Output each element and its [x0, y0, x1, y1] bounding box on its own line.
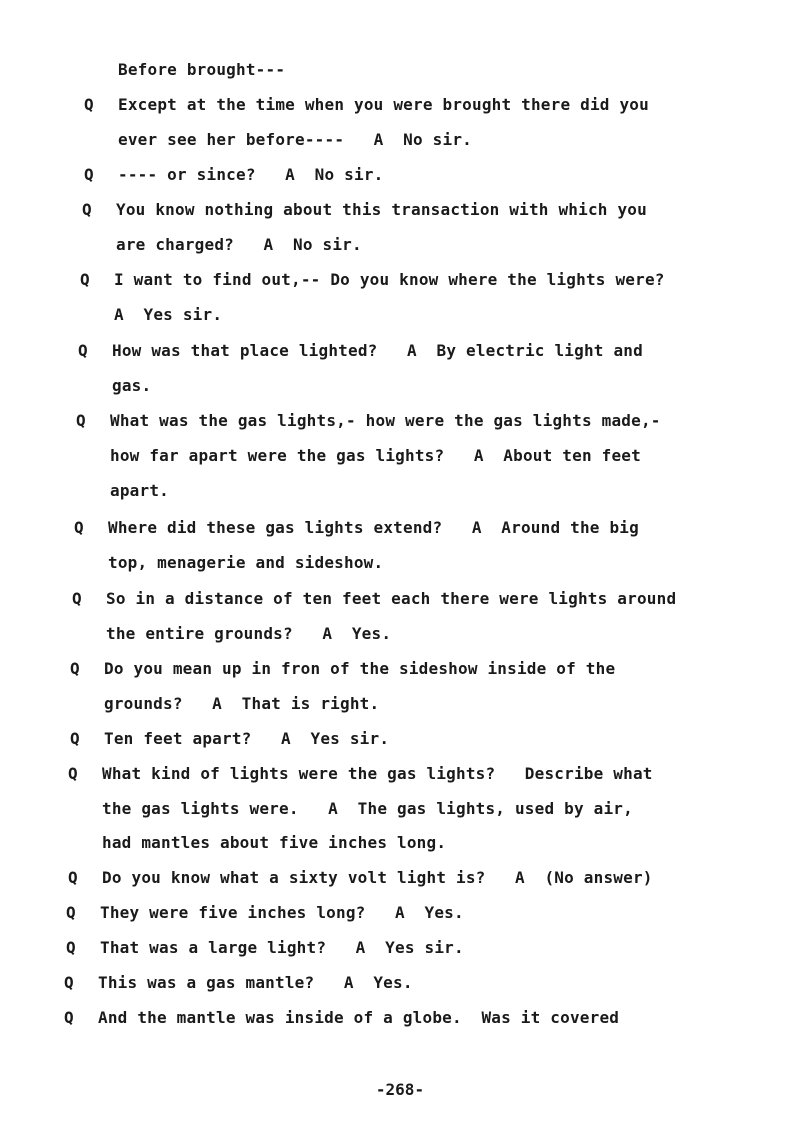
question-marker: Q [72, 589, 82, 608]
transcript-line: Before brought--- [118, 60, 286, 79]
question-marker: Q [80, 270, 90, 289]
question-marker: Q [66, 938, 76, 957]
transcript-line: A Yes sir. [114, 305, 223, 324]
question-marker: Q [64, 973, 74, 992]
question-marker: Q [70, 659, 80, 678]
transcript-line: Do you know what a sixty volt light is? A (No answer) [102, 868, 653, 887]
question-marker: Q [78, 341, 88, 360]
transcript-line: That was a large light? A Yes sir. [100, 938, 464, 957]
transcript-line: Where did these gas lights extend? A Around the big [108, 518, 639, 537]
question-marker: Q [84, 165, 94, 184]
transcript-line: apart. [110, 481, 169, 500]
question-marker: Q [70, 729, 80, 748]
transcript-line: ---- or since? A No sir. [118, 165, 384, 184]
transcript-line: What kind of lights were the gas lights? Describe what [102, 764, 653, 783]
transcript-line: This was a gas mantle? A Yes. [98, 973, 413, 992]
transcript-line: ever see her before---- A No sir. [118, 130, 472, 149]
question-marker: Q [84, 95, 94, 114]
question-marker: Q [76, 411, 86, 430]
transcript-line: How was that place lighted? A By electric light and [112, 341, 643, 360]
transcript-line: gas. [112, 376, 152, 395]
transcript-line: They were five inches long? A Yes. [100, 903, 464, 922]
transcript-line: I want to find out,-- Do you know where the lights were? [114, 270, 665, 289]
transcript-line: What was the gas lights,- how were the gas lights made,- [110, 411, 661, 430]
transcript-line: So in a distance of ten feet each there were lights around [106, 589, 677, 608]
transcript-line: Ten feet apart? A Yes sir. [104, 729, 390, 748]
transcript-line: grounds? A That is right. [104, 694, 380, 713]
transcript-line: And the mantle was inside of a globe. Was it covered [98, 1008, 620, 1027]
question-marker: Q [68, 868, 78, 887]
question-marker: Q [74, 518, 84, 537]
transcript-line: how far apart were the gas lights? A About ten feet [110, 446, 641, 465]
question-marker: Q [64, 1008, 74, 1027]
question-marker: Q [68, 764, 78, 783]
transcript-line: Except at the time when you were brought there did you [118, 95, 649, 114]
transcript-line: the entire grounds? A Yes. [106, 624, 392, 643]
transcript-line: had mantles about five inches long. [102, 833, 447, 852]
transcript-line: are charged? A No sir. [116, 235, 362, 254]
transcript-line: Do you mean up in fron of the sideshow inside of the [104, 659, 616, 678]
transcript-line: You know nothing about this transaction with which you [116, 200, 647, 219]
page-number: -268- [375, 1080, 425, 1099]
transcript-line: the gas lights were. A The gas lights, used by air, [102, 799, 633, 818]
question-marker: Q [82, 200, 92, 219]
transcript-line: top, menagerie and sideshow. [108, 553, 384, 572]
question-marker: Q [66, 903, 76, 922]
